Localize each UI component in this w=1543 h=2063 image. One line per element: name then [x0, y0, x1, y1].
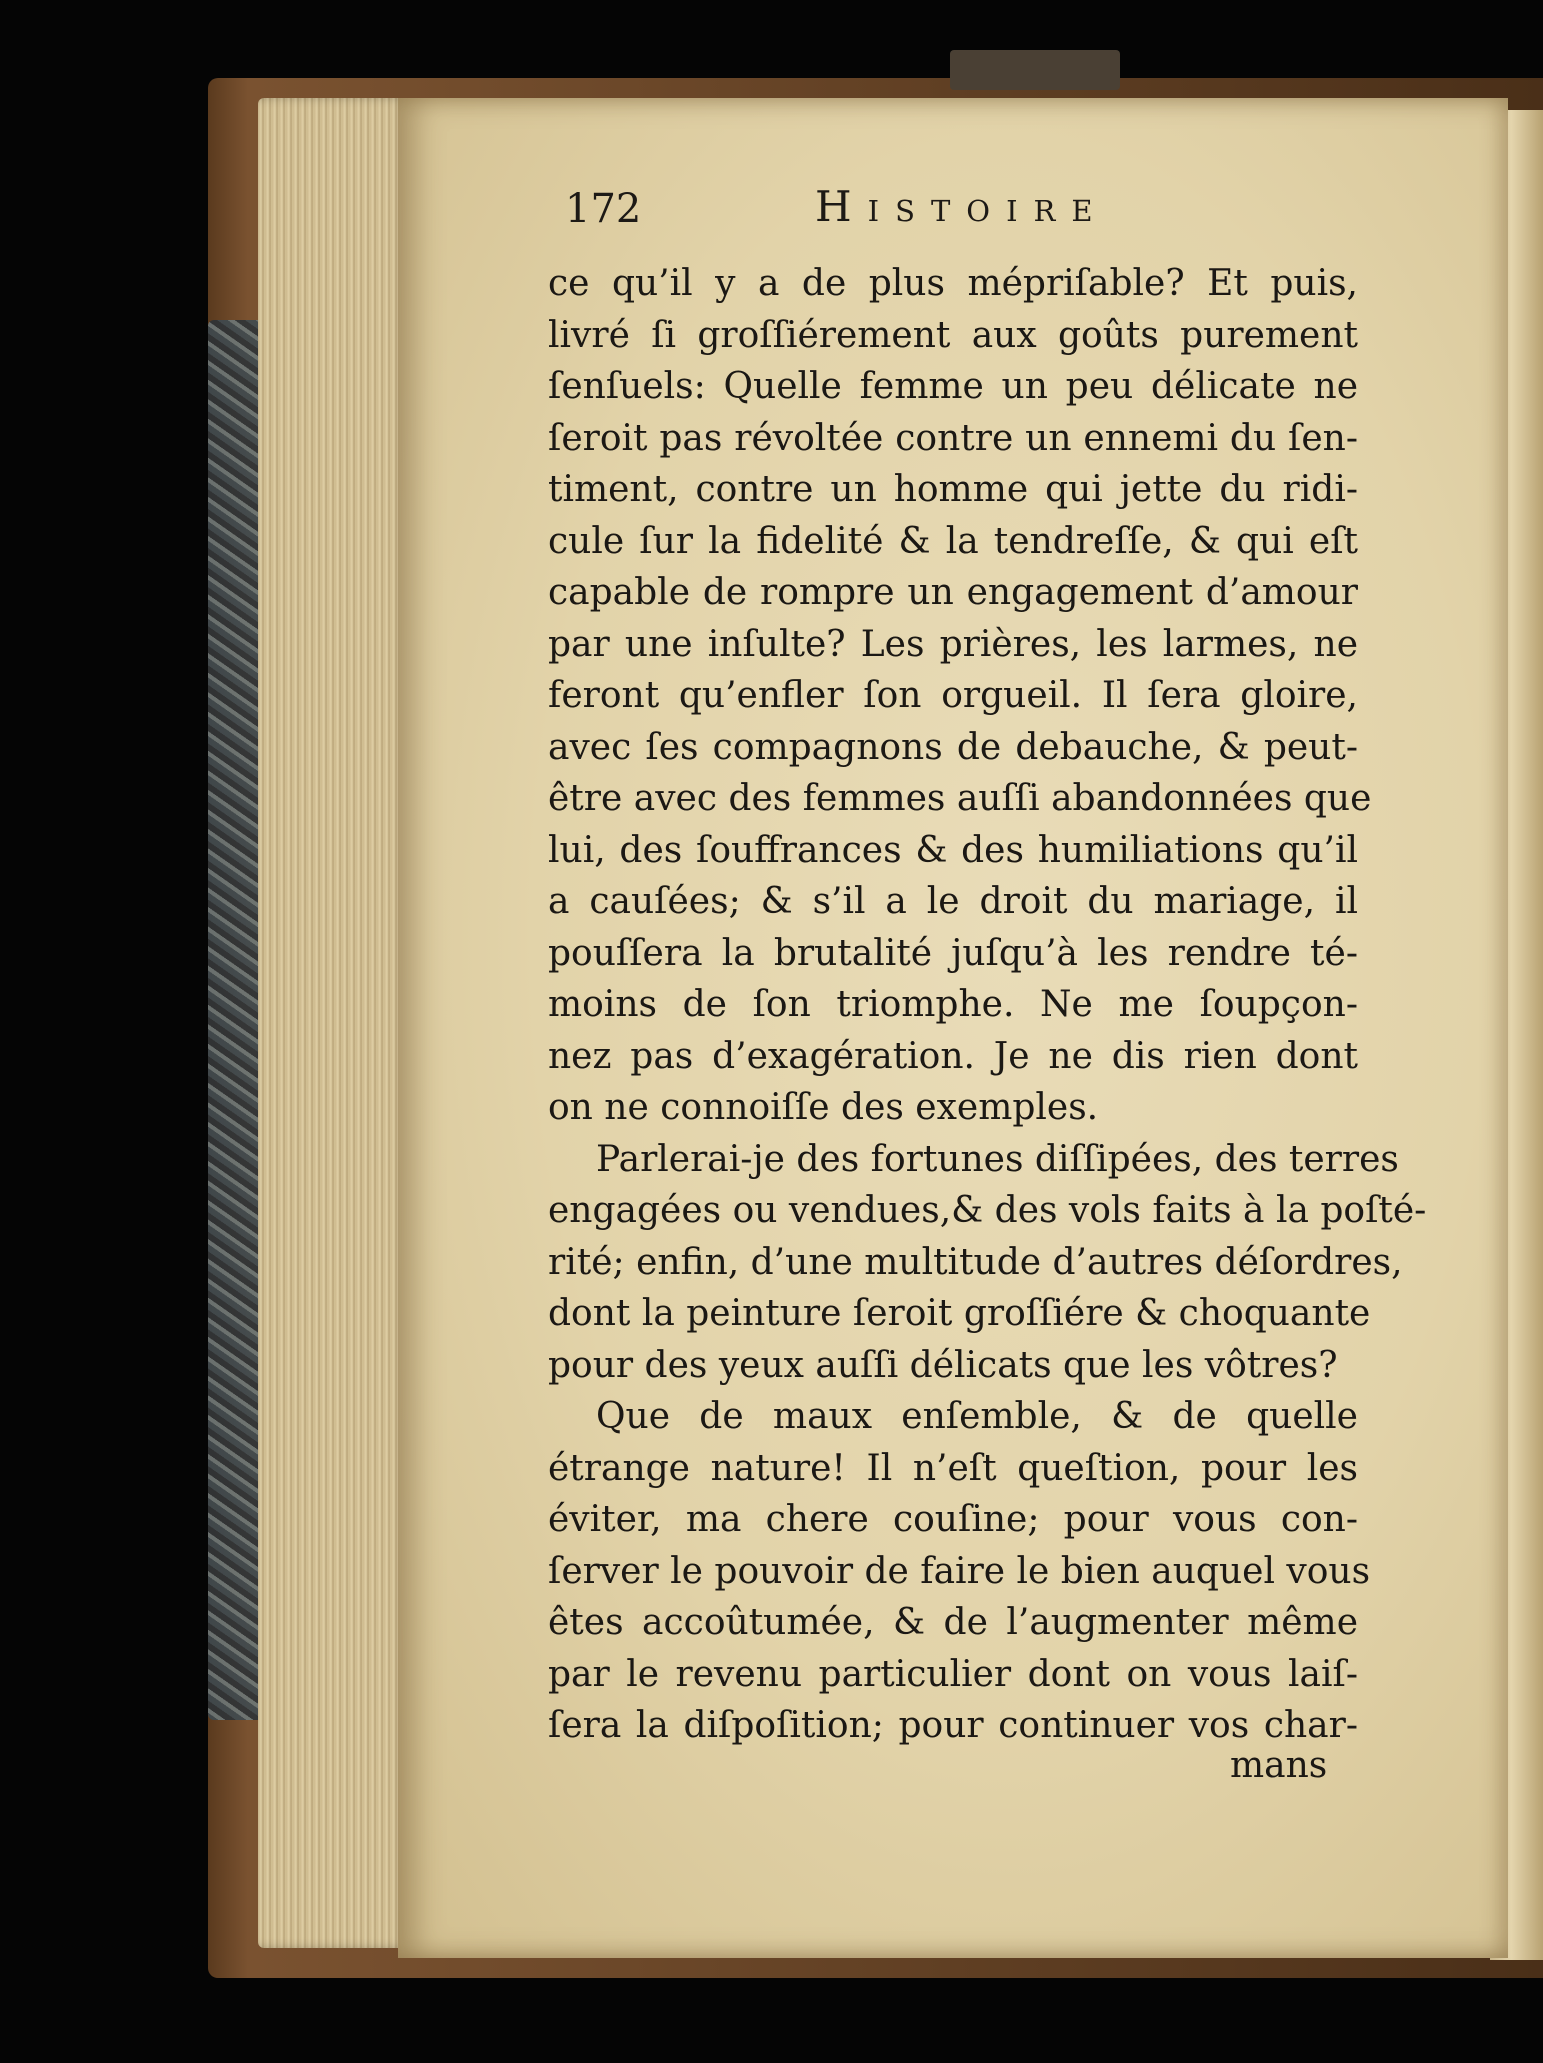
text-line: livré ſi groſſiérement aux goûts purement	[548, 314, 1358, 356]
marbled-binding	[208, 320, 258, 1720]
text-line: être avec des femmes auſſi abandonnées que	[548, 778, 1372, 819]
text-line: ſeroit pas révoltée contre un ennemi du ſen-	[548, 417, 1358, 459]
text-line: par le revenu particulier dont on vous laiſ-	[548, 1653, 1358, 1695]
text-line: étrange nature! Il n’eſt queſtion, pour les	[548, 1447, 1358, 1489]
headband	[950, 50, 1120, 90]
text-line: Que de maux enſemble, & de quelle	[596, 1396, 1358, 1437]
text-line: on ne connoiſſe des exemples.	[548, 1087, 1099, 1128]
body-text	[548, 258, 1427, 1752]
text-line: éviter, ma chere couſine; pour vous con-	[548, 1499, 1358, 1540]
text-line: rité; enfin, d’une multitude d’autres déſordres,	[548, 1241, 1403, 1283]
text-line: capable de rompre un engagement d’amour	[548, 572, 1358, 613]
text-line: cule ſur la fidelité & la tendreſſe, & qui eſt	[548, 520, 1358, 562]
text-line: Parlerai-je des fortunes diſſipées, des terres	[596, 1138, 1399, 1180]
text-line: pouſſera la brutalité juſqu’à les rendre té-	[548, 932, 1358, 974]
text-line: engagées ou vendues,& des vols faits à la poſté-	[548, 1190, 1427, 1231]
text-line: avec ſes compagnons de debauche, & peut-	[548, 726, 1358, 768]
text-line: lui, des ſouffrances & des humiliations qu’il	[548, 829, 1358, 871]
text-line: ſera la diſpoſition; pour continuer vos char-	[548, 1705, 1358, 1746]
text-line: pour des yeux auſſi délicats que les vôtres?	[548, 1344, 1338, 1386]
running-head: Histoire	[815, 182, 1109, 231]
text-line: moins de ſon triomphe. Ne me ſoupçon-	[548, 984, 1358, 1025]
page-edges	[258, 98, 408, 1948]
text-line: ſenſuels: Quelle femme un peu délicate ne	[548, 366, 1358, 407]
catchword: mans	[1230, 1745, 1328, 1786]
page-number: 172	[565, 186, 642, 232]
text-line: ce qu’il y a de plus mépriſable? Et puis,	[548, 263, 1358, 304]
text-line: timent, contre un homme qui jette du ridi-	[548, 469, 1358, 510]
text-line: nez pas d’exagération. Je ne dis rien dont	[548, 1035, 1358, 1077]
text-line: feront qu’enfler ſon orgueil. Il ſera gloire,	[548, 675, 1358, 716]
text-line: êtes accoûtumée, & de l’augmenter même	[548, 1602, 1358, 1643]
text-line: par une inſulte? Les prières, les larmes, ne	[548, 623, 1358, 665]
text-line: ſerver le pouvoir de faire le bien auquel vous	[548, 1550, 1371, 1592]
page-header	[565, 182, 1125, 242]
text-line: dont la peinture ſeroit groſſiére & choquante	[548, 1293, 1371, 1334]
text-line: a cauſées; & s’il a le droit du mariage, il	[548, 881, 1358, 922]
